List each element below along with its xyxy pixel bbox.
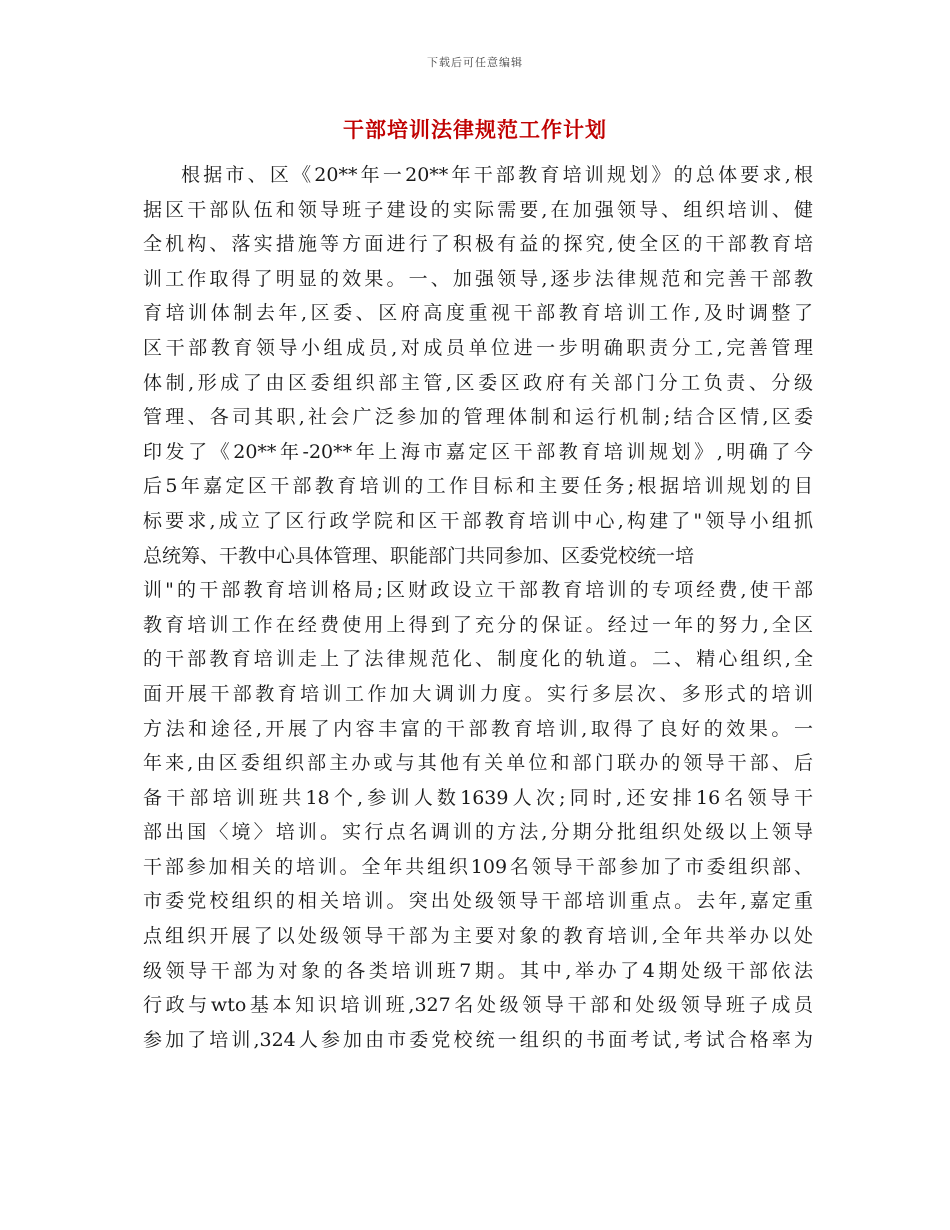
body-line: 市委党校组织的相关培训。突出处级领导干部培训重点。去年,嘉定重 [143,890,813,913]
body-line: 干部参加相关的培训。全年共组织109名领导干部参加了市委组织部、 [143,855,813,878]
header-note: 下载后可任意编辑 [427,56,523,69]
body-line: 备干部培训班共18个,参训人数1639人次;同时,还安排16名领导干 [143,786,813,809]
document-title: 干部培训法律规范工作计划 [343,117,607,142]
body-line: 印发了《20**年-20**年上海市嘉定区干部教育培训规划》,明确了今 [143,440,813,463]
body-line: 后5年嘉定区干部教育培训的工作目标和主要任务;根据培训规划的目 [143,475,813,498]
body-text [143,158,813,1057]
body-line: 管理、各司其职,社会广泛参加的管理体制和运行机制;结合区情,区委 [143,406,813,429]
body-line: 参加了培训,324人参加由市委党校统一组织的书面考试,考试合格率为 [143,1028,813,1051]
body-line: 方法和途径,开展了内容丰富的干部教育培训,取得了良好的效果。一 [143,717,813,740]
body-line: 面开展干部教育培训工作加大调训力度。实行多层次、多形式的培训 [143,682,813,705]
body-line: 标要求,成立了区行政学院和区干部教育培训中心,构建了"领导小组抓 [143,509,813,532]
body-line: 行政与wto基本知识培训班,327名处级领导干部和处级领导班子成员 [143,994,813,1017]
body-line: 教育培训工作在经费使用上得到了充分的保证。经过一年的努力,全区 [143,613,813,636]
body-line: 点组织开展了以处级领导干部为主要对象的教育培训,全年共举办以处 [143,925,813,948]
body-line: 训工作取得了明显的效果。一、加强领导,逐步法律规范和完善干部教 [143,267,813,290]
body-line: 部出国〈境〉培训。实行点名调训的方法,分期分批组织处级以上领导 [143,821,813,844]
body-line: 的干部教育培训走上了法律规范化、制度化的轨道。二、精心组织,全 [143,648,813,671]
body-line: 区干部教育领导小组成员,对成员单位进一步明确职责分工,完善管理 [143,336,813,359]
body-line: 育培训体制去年,区委、区府高度重视干部教育培训工作,及时调整了 [143,302,813,325]
body-line: 年来,由区委组织部主办或与其他有关单位和部门联办的领导干部、后 [143,752,813,775]
body-line: 据区干部队伍和领导班子建设的实际需要,在加强领导、组织培训、健 [143,198,813,221]
body-line: 训"的干部教育培训格局;区财政设立干部教育培训的专项经费,使干部 [143,579,813,602]
body-line: 级领导干部为对象的各类培训班7期。其中,举办了4期处级干部依法 [143,959,813,982]
body-line: 体制,形成了由区委组织部主管,区委区政府有关部门分工负责、分级 [143,371,813,394]
body-line: 根据市、区《20**年一20**年干部教育培训规划》的总体要求,根 [181,164,813,186]
body-line: 总统筹、干教中心具体管理、职能部门共同参加、区委党校统一培 [143,544,695,567]
body-line: 全机构、落实措施等方面进行了积极有益的探究,使全区的干部教育培 [143,233,813,256]
